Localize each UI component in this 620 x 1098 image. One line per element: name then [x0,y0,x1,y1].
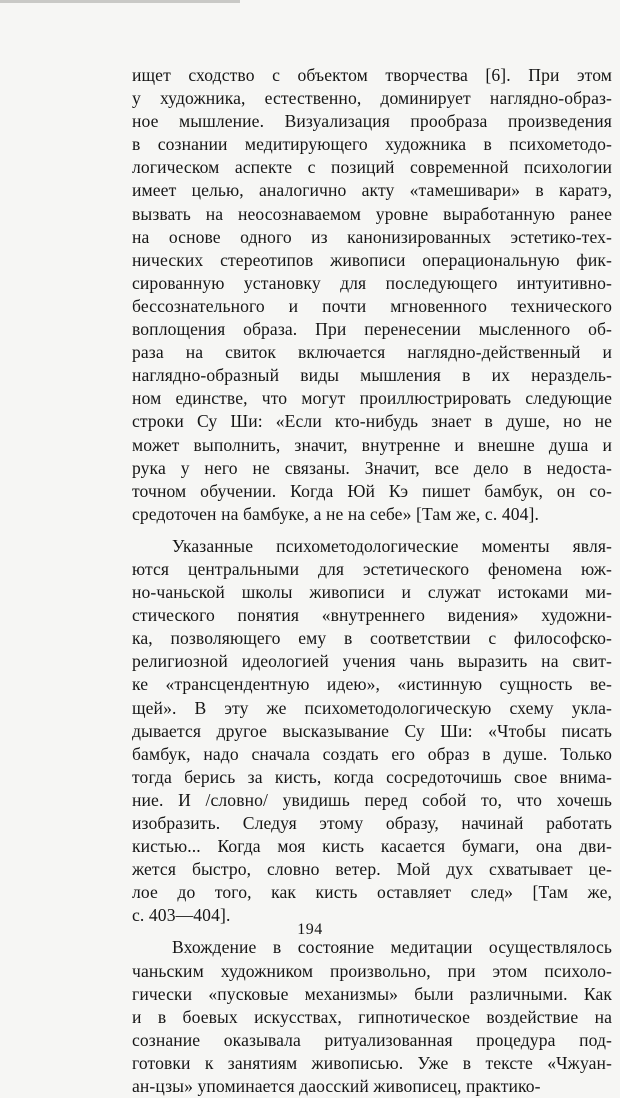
text-line: у художника, естественно, доминирует наглядно-образ- [132,88,612,109]
text-line: имеет целью, аналогично акту «тамешивари» в каратэ, [132,180,612,201]
text-line: чаньским художником произвольно, при этом психоло- [132,960,612,981]
text-line: Указанные психометодологические моменты явля- [172,535,612,556]
page-number: 194 [297,921,323,938]
text-line: раза на свиток включается наглядно-действенный и [132,342,612,363]
text-line: воплощения образа. При перенесении мысленного об- [132,319,612,340]
paragraph-2 [132,535,612,928]
text-line: нических стереотипов живописи операциональную фик- [132,249,612,270]
text-line: изобразить. Следуя этому образу, начинай работать [132,813,612,833]
text-line: бессознательного и почти мгновенного технического [132,295,612,316]
text-line: Вхождение в состояние медитации осуществлялось [172,937,612,958]
text-line: жется быстро, словно ветер. Мой дух схватывает це- [132,859,612,880]
text-line: дывается другое высказывание Су Ши: «Чтобы писать [132,720,612,741]
text-line: щей». В эту же психометодологическую схему укла- [132,697,612,718]
text-line: сознание оказывала ритуализованная процедура под- [132,1029,612,1050]
text-line: и в боевых искусствах, гипнотическое воздействие на [132,1006,612,1027]
text-line: средоточен на бамбуке, а не на себе» [Там же, с. 404]. [132,503,539,524]
text-line: ищет сходство с объектом творчества [6]. При этом [132,65,612,85]
text-line: ном единстве, что могут проиллюстрировать следующие [132,388,612,409]
text-line: кистью... Когда моя кисть касается бумаги, она дви- [132,836,612,857]
scan-edge [0,0,620,3]
text-line: может выполнить, значит, внутренне и внешне душа и [132,434,612,455]
text-line: логическом аспекте с позиций современной психологии [132,157,612,178]
text-line: сированную установку для последующего интуитивно- [132,272,612,293]
text-line: точном обучении. Когда Юй Кэ пишет бамбук, он со- [132,480,612,501]
text-line: вызвать на неосознаваемом уровне выработанную ранее [132,203,612,224]
text-line: готовки к занятиям живописью. Уже в тексте «Чжуан- [132,1052,612,1073]
text-line: ан-цзы» упоминается даосский живописец, практико- [132,1076,541,1097]
text-line: ка, позволяющего ему в соответствии с философско- [132,628,612,649]
text-line: ке «трансцендентную идею», «истинную сущность ве- [132,674,612,695]
text-line: на основе одного из канонизированных эстетико-тех- [132,226,612,247]
text-line: гически «пусковые механизмы» были различными. Как [132,983,612,1004]
text-line: религиозной идеологией учения чань выразить на свит- [132,651,612,672]
text-line: ются центральными для эстетического феномена юж- [132,558,612,579]
text-line: но-чаньской школы живописи и служат истоками ми- [132,582,612,603]
text-line: с. 403—404]. [132,905,231,926]
paragraph-1 [132,64,612,526]
text-line: лое до того, как кисть оставляет след» [Там же, [132,882,612,903]
text-line: ние. И /словно/ увидишь перед собой то, что хочешь [132,789,612,810]
text-line: строки Су Ши: «Если кто-нибудь знает в душе, но не [132,411,612,432]
text-line: стического понятия «внутреннего видения» художни- [132,605,612,626]
text-line: в сознании медитирующего художника в психометодо- [132,134,612,155]
text-line: рука у него не связаны. Значит, все дело в недоста- [132,457,612,478]
text-line: тогда берись за кисть, когда сосредоточишь свое внима- [132,766,612,787]
text-block [132,64,612,1098]
text-line: ное мышление. Визуализация прообраза произведения [132,111,612,132]
text-line: бамбук, надо сначала создать его образ в душе. Только [132,743,612,764]
text-line: наглядно-образный виды мышления в их нераздель- [132,365,612,386]
paragraph-gap [132,526,612,535]
paragraph-3 [132,936,612,1098]
